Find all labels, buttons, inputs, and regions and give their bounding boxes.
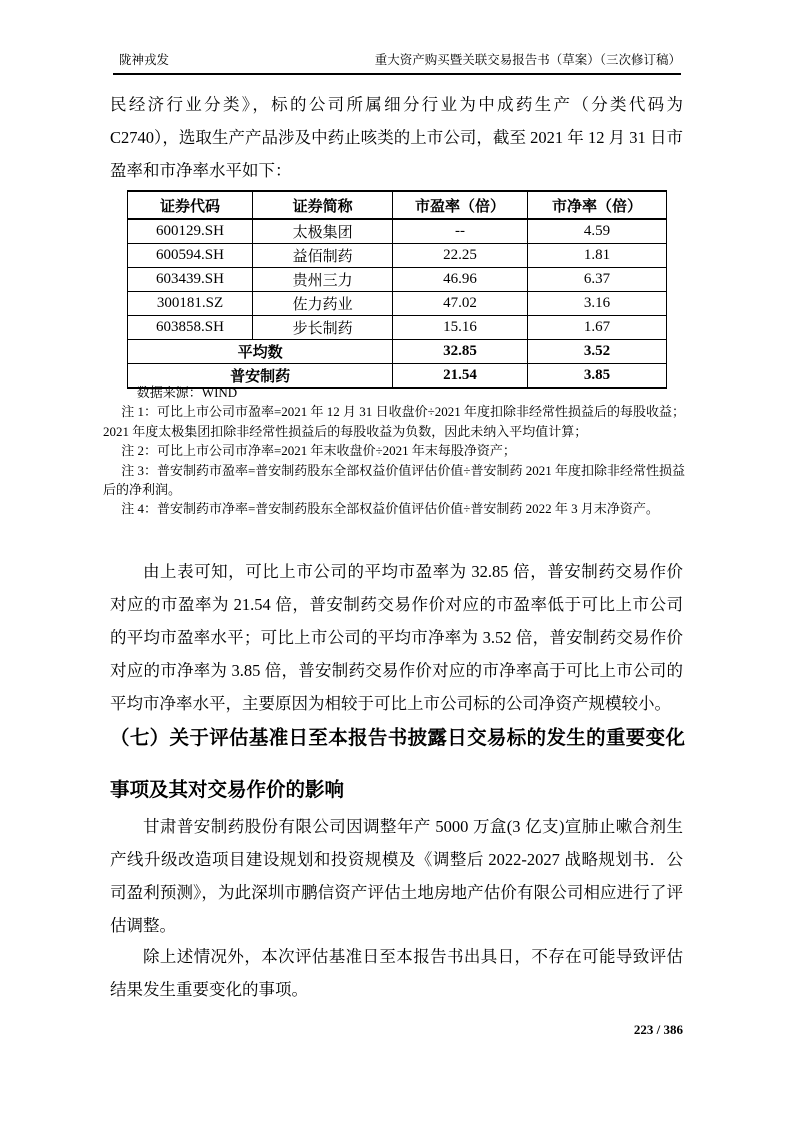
table-cell: 21.54 xyxy=(393,364,528,389)
table-cell: 600594.SH xyxy=(128,244,253,268)
table-cell: 贵州三力 xyxy=(253,268,393,292)
table-cell: 32.85 xyxy=(393,340,528,364)
table-row xyxy=(128,219,667,244)
table-cell: 1.81 xyxy=(527,244,666,268)
note-data-source: 数据来源：WIND xyxy=(136,385,238,400)
running-header xyxy=(113,50,681,75)
table-row xyxy=(128,268,667,292)
table-cell: 益佰制药 xyxy=(253,244,393,268)
column-header-pe: 市盈率（倍） xyxy=(393,191,528,219)
analysis-paragraph: 由上表可知，可比上市公司的平均市盈率为 32.85 倍，普安制药交易作价对应的市盈率为 21.54 倍，普安制药交易作价对应的市盈率低于可比上市公司的平均市盈率水平；可比上市公司的平均市净率为 3.52 倍，普安制药交易作价对应的市净率为 3.85 倍，普安制药交易作价对应的市净率高于可比上市公司的平均市净率水平，主要原因为相较于可比上市公司标的公司净资产规模较小。 xyxy=(110,562,683,713)
table-row xyxy=(128,316,667,340)
column-header-name: 证券简称 xyxy=(253,191,393,219)
table-summary-row-average xyxy=(128,340,667,364)
column-header-code: 证券代码 xyxy=(128,191,253,219)
page-number: 223 / 386 xyxy=(633,1022,683,1037)
table-cell: 步长制药 xyxy=(253,316,393,340)
table-cell: 15.16 xyxy=(393,316,528,340)
table-cell: 600129.SH xyxy=(128,219,253,244)
note-2: 注 2：可比上市公司市净率=2021 年末收盘价÷2021 年末每股净资产； xyxy=(121,443,516,459)
table-cell: 佐力药业 xyxy=(253,292,393,316)
table-cell: 平均数 xyxy=(128,340,393,364)
table-cell: 普安制药 xyxy=(128,364,393,389)
table-cell: 46.96 xyxy=(393,268,528,292)
table-cell: 300181.SZ xyxy=(128,292,253,316)
header-report-title: 重大资产购买暨关联交易报告书（草案）（三次修订稿） xyxy=(374,53,681,67)
section-paragraph-2: 除上述情况外，本次评估基准日至本报告书出具日，不存在可能导致评估结果发生重要变化的事项。 xyxy=(110,947,683,999)
table-cell: 1.67 xyxy=(527,316,666,340)
section-heading: （七）关于评估基准日至本报告书披露日交易标的发生的重要变化事项及其对交易作价的影响 xyxy=(110,727,685,801)
note-1: 注 1：可比上市公司市盈率=2021 年 12 月 31 日收盘价÷2021 年度扣除非经常性损益后的每股收益；2021 年度太极集团扣除非经常性损益后的每股收益为负数，因此未纳入平均值计算； xyxy=(103,404,685,439)
table-cell: 603858.SH xyxy=(128,316,253,340)
table-cell: 3.16 xyxy=(527,292,666,316)
table-row xyxy=(128,292,667,316)
intro-paragraph: 民经济行业分类》，标的公司所属细分行业为中成药生产（分类代码为 C2740），选取生产产品涉及中药止咳类的上市公司，截至 2021 年 12 月 31 日市盈率和市净率水平如下： xyxy=(110,95,683,180)
table-cell: 太极集团 xyxy=(253,219,393,244)
table-cell: -- xyxy=(393,219,528,244)
table-header-row xyxy=(128,191,667,219)
table-cell: 22.25 xyxy=(393,244,528,268)
table-cell: 603439.SH xyxy=(128,268,253,292)
section-paragraph-1: 甘肃普安制药股份有限公司因调整年产 5000 万盒(3 亿支)宣肺止嗽合剂生产线升级改造项目建设规划和投资规模及《调整后 2022-2027 战略规划书．公司盈利预测》，为此深圳市鹏信资产评估土地房地产估价有限公司相应进行了评估调整。 xyxy=(110,817,683,935)
table-cell: 3.52 xyxy=(527,340,666,364)
note-4: 注 4：普安制药市净率=普安制药股东全部权益价值评估价值÷普安制药 2022 年 3 月末净资产。 xyxy=(121,501,659,517)
table-cell: 47.02 xyxy=(393,292,528,316)
note-3: 注 3：普安制药市盈率=普安制药股东全部权益价值评估价值÷普安制药 2021 年度扣除非经常性损益后的净利润。 xyxy=(103,462,685,498)
header-company-name: 陇神戎发 xyxy=(119,53,170,67)
table-row xyxy=(128,244,667,268)
table-cell: 4.59 xyxy=(527,219,666,244)
comparable-companies-table xyxy=(127,190,667,389)
column-header-pb: 市净率（倍） xyxy=(527,191,666,219)
table-cell: 3.85 xyxy=(527,364,666,389)
table-notes xyxy=(103,383,685,519)
table-cell: 6.37 xyxy=(527,268,666,292)
